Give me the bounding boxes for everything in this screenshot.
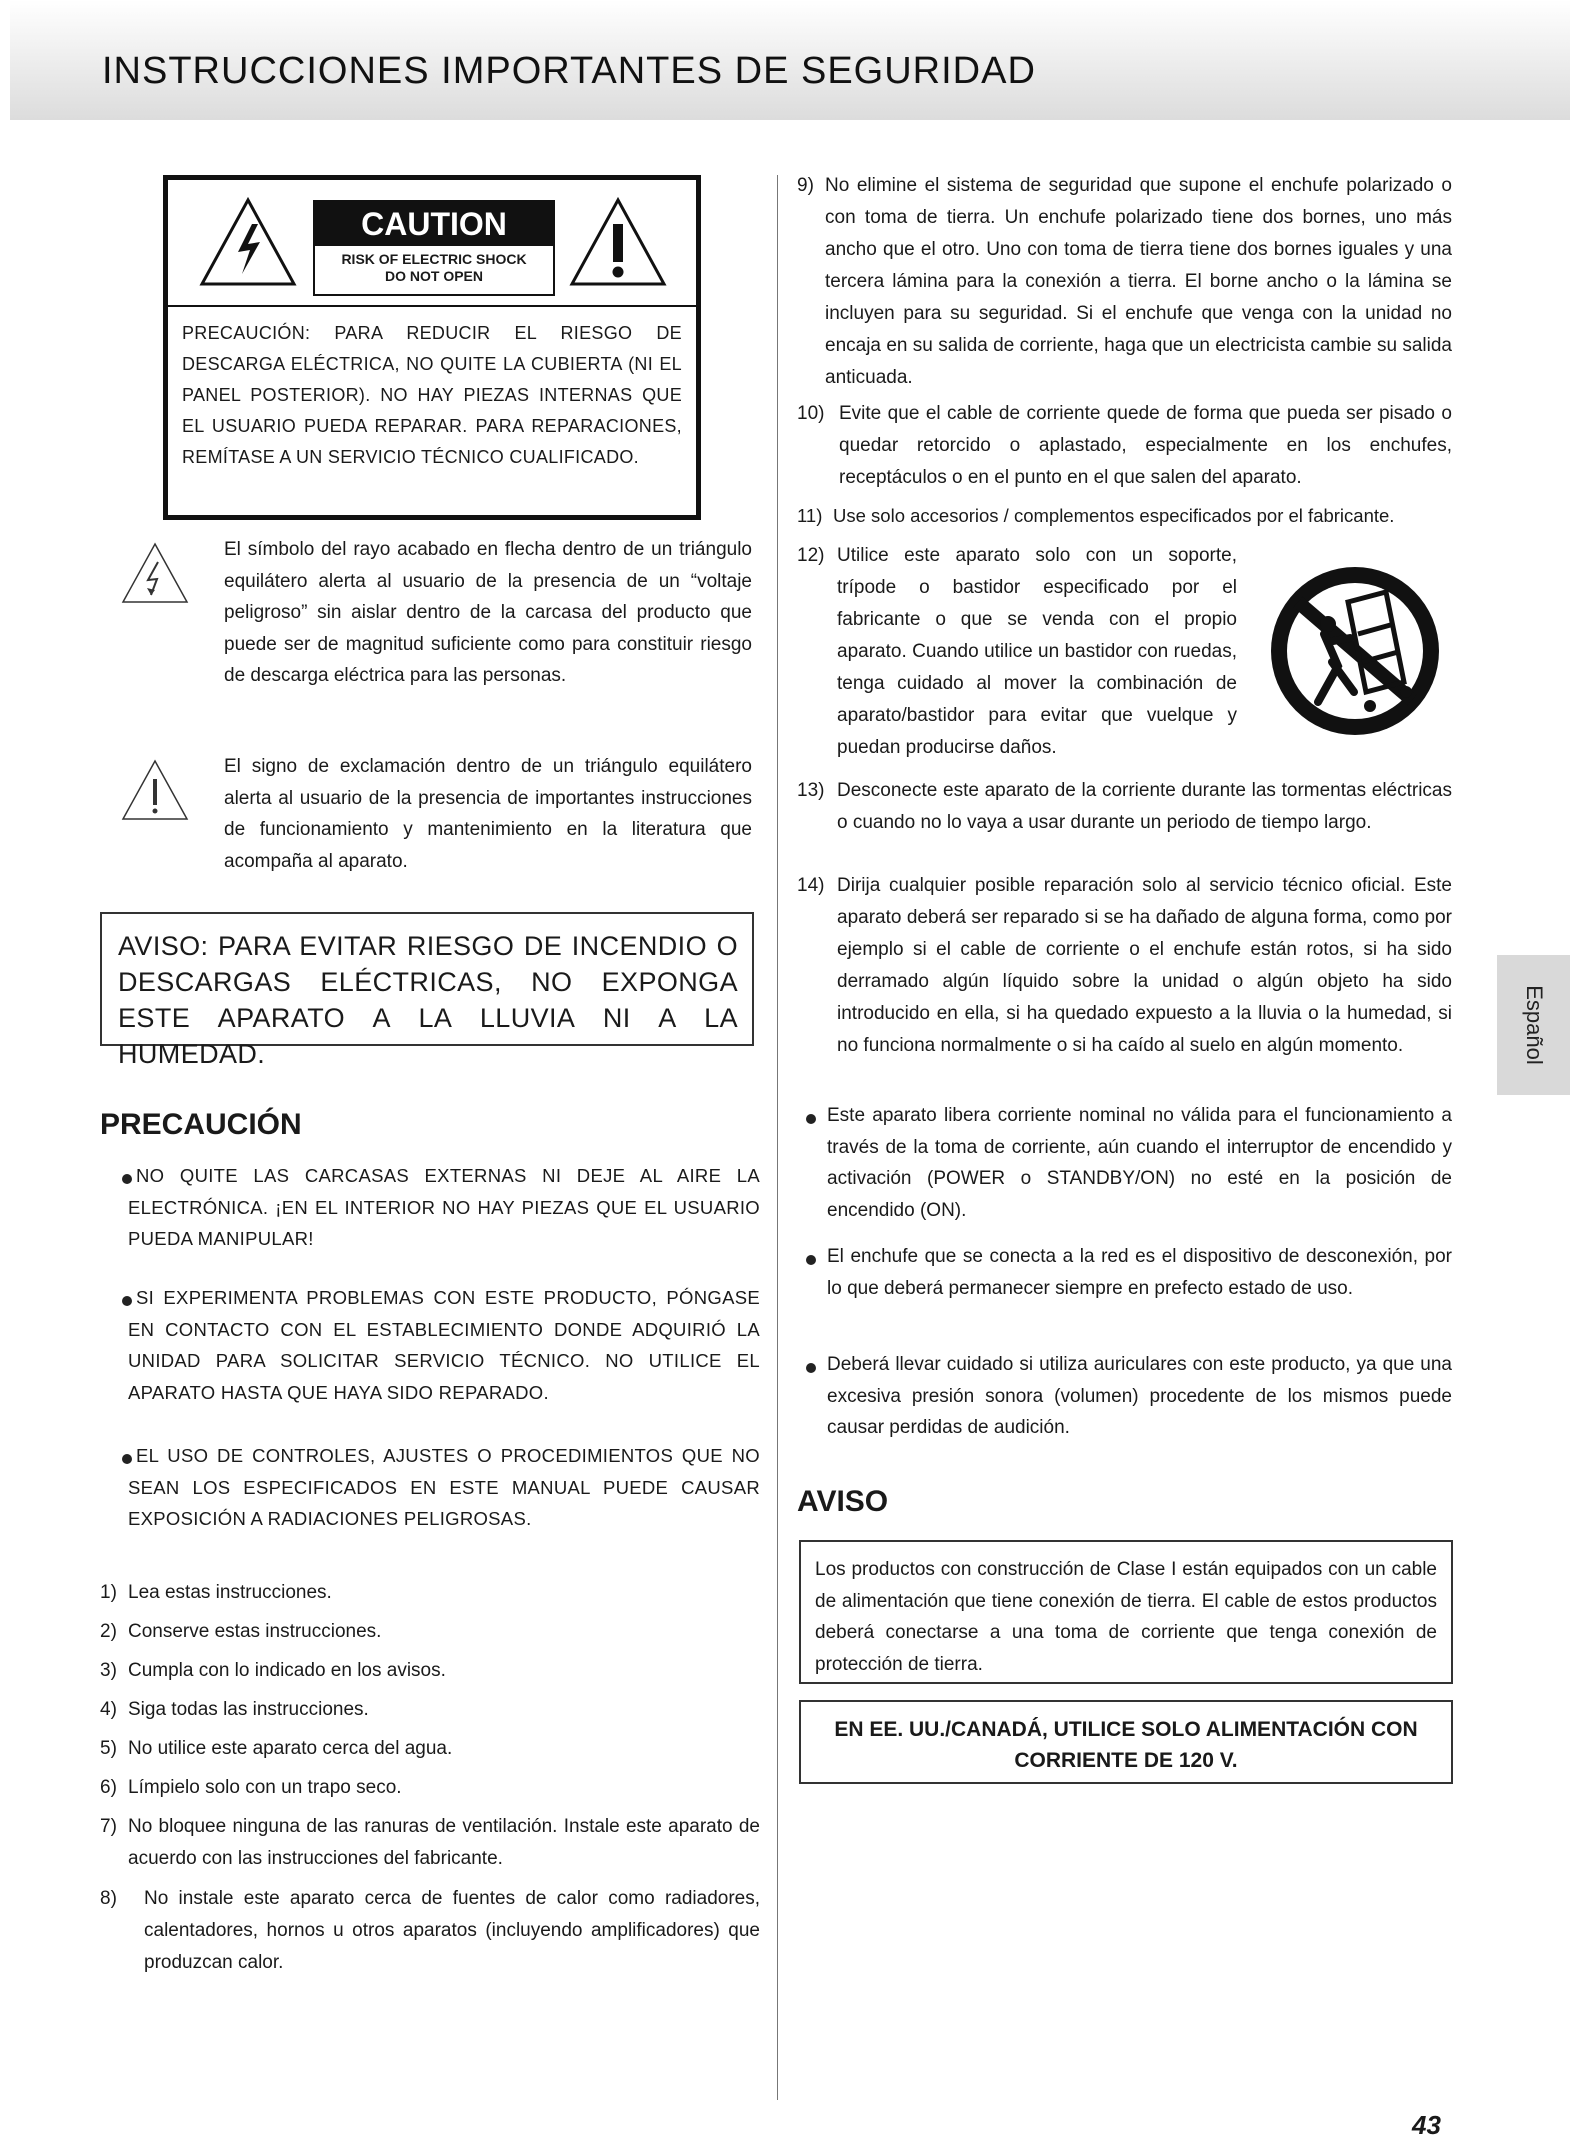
caution-line-2: DO NOT OPEN: [384, 268, 483, 284]
instruction-number: 7): [100, 1816, 117, 1837]
instruction-text: Use solo accesorios / complementos especificados por el fabricante.: [833, 505, 1395, 526]
instruction-number: 11): [797, 505, 823, 526]
caution-sign: [313, 200, 555, 296]
instruction-number: 8): [100, 1888, 117, 1909]
lightning-triangle-icon: [198, 194, 298, 288]
instruction-number: 13): [797, 780, 825, 801]
lightning-symbol-text: El símbolo del rayo acabado en flecha dentro de un triángulo equilátero alerta al usuario de la presencia de un “voltaje peligroso” sin aislar dentro de la carcasa del producto que puede ser de magnitud suficiente como para constituir riesgo de descarga eléctrica para las personas.: [224, 539, 752, 686]
instruction-number: 2): [100, 1621, 117, 1642]
instruction-item: [100, 1577, 760, 1609]
page-title: INSTRUCCIONES IMPORTANTES DE SEGURIDAD: [102, 50, 1036, 92]
instruction-text: Siga todas las instrucciones.: [128, 1699, 369, 1720]
caution-subtitle: [315, 246, 553, 285]
caution-title: CAUTION: [315, 202, 553, 246]
language-tab-label: Español: [1521, 985, 1547, 1065]
lightning-triangle-icon: [120, 540, 190, 606]
instruction-number: 6): [100, 1777, 117, 1798]
caution-label-top: [168, 180, 696, 307]
aviso-warning-text: AVISO: PARA EVITAR RIESGO DE INCENDIO O DESCARGAS ELÉCTRICAS, NO EXPONGA ESTE APARATO A LA LLUVIA NI A LA HUMEDAD.: [118, 931, 738, 1069]
instruction-item: [797, 398, 1452, 494]
instruction-text: Límpielo solo con un trapo seco.: [128, 1777, 402, 1798]
page-header: [10, 0, 1570, 120]
page-number: 43: [1412, 2110, 1441, 2140]
instruction-text: Evite que el cable de corriente quede de forma que pueda ser pisado o quedar retorcido o aplastado, especialmente en los enchufes, receptáculos o en el punto en el que salen del aparato.: [839, 403, 1452, 488]
class-i-text: Los productos con construcción de Clase I están equipados con un cable de alimentación que tiene conexión de tierra. El cable de estos productos deberá conectarse a una toma de corriente que tenga conexión de protección de tierra.: [815, 1559, 1437, 1675]
exclamation-triangle-icon: [120, 757, 190, 823]
instruction-item: [100, 1733, 760, 1765]
precaucion-heading: PRECAUCIÓN: [100, 1108, 302, 1141]
language-tab: [1497, 955, 1570, 1095]
precaucion-item-3: EL USO DE CONTROLES, AJUSTES O PROCEDIMIENTOS QUE NO SEAN LOS ESPECIFICADOS EN ESTE MANUAL PUEDE CAUSAR EXPOSICIÓN A RADIACIONES PELIGROSAS.: [128, 1445, 760, 1529]
instruction-number: 10): [797, 403, 825, 424]
usa-canada-box: [799, 1700, 1453, 1784]
instruction-item: [100, 1616, 760, 1648]
aviso-heading: AVISO: [797, 1485, 889, 1518]
instruction-text: No utilice este aparato cerca del agua.: [128, 1738, 453, 1759]
instruction-text: Cumpla con lo indicado en los avisos.: [128, 1660, 446, 1681]
instruction-item: [100, 1772, 760, 1804]
instruction-text: Desconecte este aparato de la corriente durante las tormentas eléctricas o cuando no lo vaya a usar durante un periodo de tiempo largo.: [837, 780, 1452, 833]
instruction-number: 1): [100, 1582, 117, 1603]
precaucion-item-1: NO QUITE LAS CARCASAS EXTERNAS NI DEJE AL AIRE LA ELECTRÓNICA. ¡EN EL INTERIOR NO HAY PIEZAS QUE EL USUARIO PUEDA MANIPULAR!: [128, 1165, 760, 1249]
instruction-item: [100, 1811, 760, 1875]
instruction-item: [797, 775, 1452, 839]
column-divider: [777, 175, 778, 2100]
instruction-text: No instale este aparato cerca de fuentes de calor como radiadores, calentadores, hornos u otros aparatos (incluyendo amplificadores) que produzcan calor.: [144, 1888, 760, 1973]
instruction-text: No elimine el sistema de seguridad que supone el enchufe polarizado o con toma de tierra. Un enchufe polarizado tiene dos bornes, uno más ancho que el otro. Uno con toma de tierra tiene dos bornes iguales y una tercera lámina para la conexión a tierra. El borne ancho o la lámina se incluyen para su seguridad. Si el enchufe que venga con la unidad no encaja en su salida de corriente, haga que un electricista cambie su salida anticuada.: [825, 175, 1452, 388]
instruction-item: [797, 870, 1452, 1062]
instruction-text: Lea estas instrucciones.: [128, 1582, 332, 1603]
caution-line-1: RISK OF ELECTRIC SHOCK: [341, 251, 527, 267]
notice-bullet-1: Este aparato libera corriente nominal no válida para el funcionamiento a través de la toma de corriente, aún cuando el interruptor de encendido y activación (POWER o STANDBY/ON) no esté en la posición de encendido (ON).: [827, 1105, 1452, 1221]
instruction-item: [100, 1694, 760, 1726]
instruction-number: 3): [100, 1660, 117, 1681]
precaucion-item-2: SI EXPERIMENTA PROBLEMAS CON ESTE PRODUCTO, PÓNGASE EN CONTACTO CON EL ESTABLECIMIENTO DONDE ADQUIRIÓ LA UNIDAD PARA SOLICITAR SERVICIO TÉCNICO. NO UTILICE EL APARATO HASTA QUE HAYA SIDO REPARADO.: [128, 1287, 760, 1403]
exclamation-symbol-text: El signo de exclamación dentro de un triángulo equilátero alerta al usuario de la presencia de importantes instrucciones de funcionamiento y mantenimiento en la literatura que acompaña al aparato.: [224, 756, 752, 872]
instruction-number: 12): [797, 545, 825, 566]
aviso-warning-box: [100, 912, 754, 1069]
instruction-number: 14): [797, 875, 825, 896]
caution-label-box: [163, 175, 701, 520]
instruction-item: [797, 540, 1237, 764]
instruction-item: [797, 170, 1452, 394]
instruction-text: Conserve estas instrucciones.: [128, 1621, 382, 1642]
instruction-item: [100, 1655, 760, 1687]
instruction-text: Utilice este aparato solo con un soporte, trípode o bastidor especificado por el fabricante o que se venda con el propio aparato. Cuando utilice un bastidor con ruedas, tenga cuidado al mover la combinación de aparato/bastidor para evitar que vuelque y puedan producirse daños.: [837, 545, 1237, 758]
caution-warning-text: PRECAUCIÓN: PARA REDUCIR EL RIESGO DE DESCARGA ELÉCTRICA, NO QUITE LA CUBIERTA (NI EL PANEL POSTERIOR). NO HAY PIEZAS INTERNAS QUE EL USUARIO PUEDA REPARAR. PARA REPARACIONES, REMÍTASE A UN SERVICIO TÉCNICO CUALIFICADO.: [182, 323, 682, 467]
class-i-box: [799, 1540, 1453, 1684]
usa-canada-text: EN EE. UU./CANADÁ, UTILICE SOLO ALIMENTACIÓN CON CORRIENTE DE 120 V.: [834, 1718, 1418, 1772]
instruction-item: [797, 500, 1452, 532]
cart-tipover-warning-icon: [1258, 562, 1453, 740]
exclamation-triangle-icon: [568, 194, 668, 288]
notice-bullet-2: El enchufe que se conecta a la red es el dispositivo de desconexión, por lo que deberá permanecer siempre en prefecto estado de uso.: [827, 1246, 1452, 1299]
bullet-dot: [806, 1363, 816, 1373]
bullet-dot: [806, 1255, 816, 1265]
instruction-number: 5): [100, 1738, 117, 1759]
instruction-number: 4): [100, 1699, 117, 1720]
notice-bullet-3: Deberá llevar cuidado si utiliza auriculares con este producto, ya que una excesiva presión sonora (volumen) procedente de los mismos puede causar perdidas de audición.: [827, 1354, 1452, 1438]
instruction-text: Dirija cualquier posible reparación solo al servicio técnico oficial. Este aparato deberá ser reparado si se ha dañado de alguna forma, como por ejemplo si el cable de corriente o el enchufe están rotos, si ha sido derramado algún líquido sobre la unidad o algún objeto ha sido introducido en ella, si ha quedado expuesto a la lluvia o la humedad, si no funciona normalmente o si ha caído al suelo en algún momento.: [837, 875, 1452, 1056]
bullet-dot: [806, 1114, 816, 1124]
instruction-item: [100, 1883, 760, 1979]
instruction-number: 9): [797, 175, 814, 196]
instruction-text: No bloquee ninguna de las ranuras de ventilación. Instale este aparato de acuerdo con las instrucciones del fabricante.: [128, 1816, 760, 1869]
